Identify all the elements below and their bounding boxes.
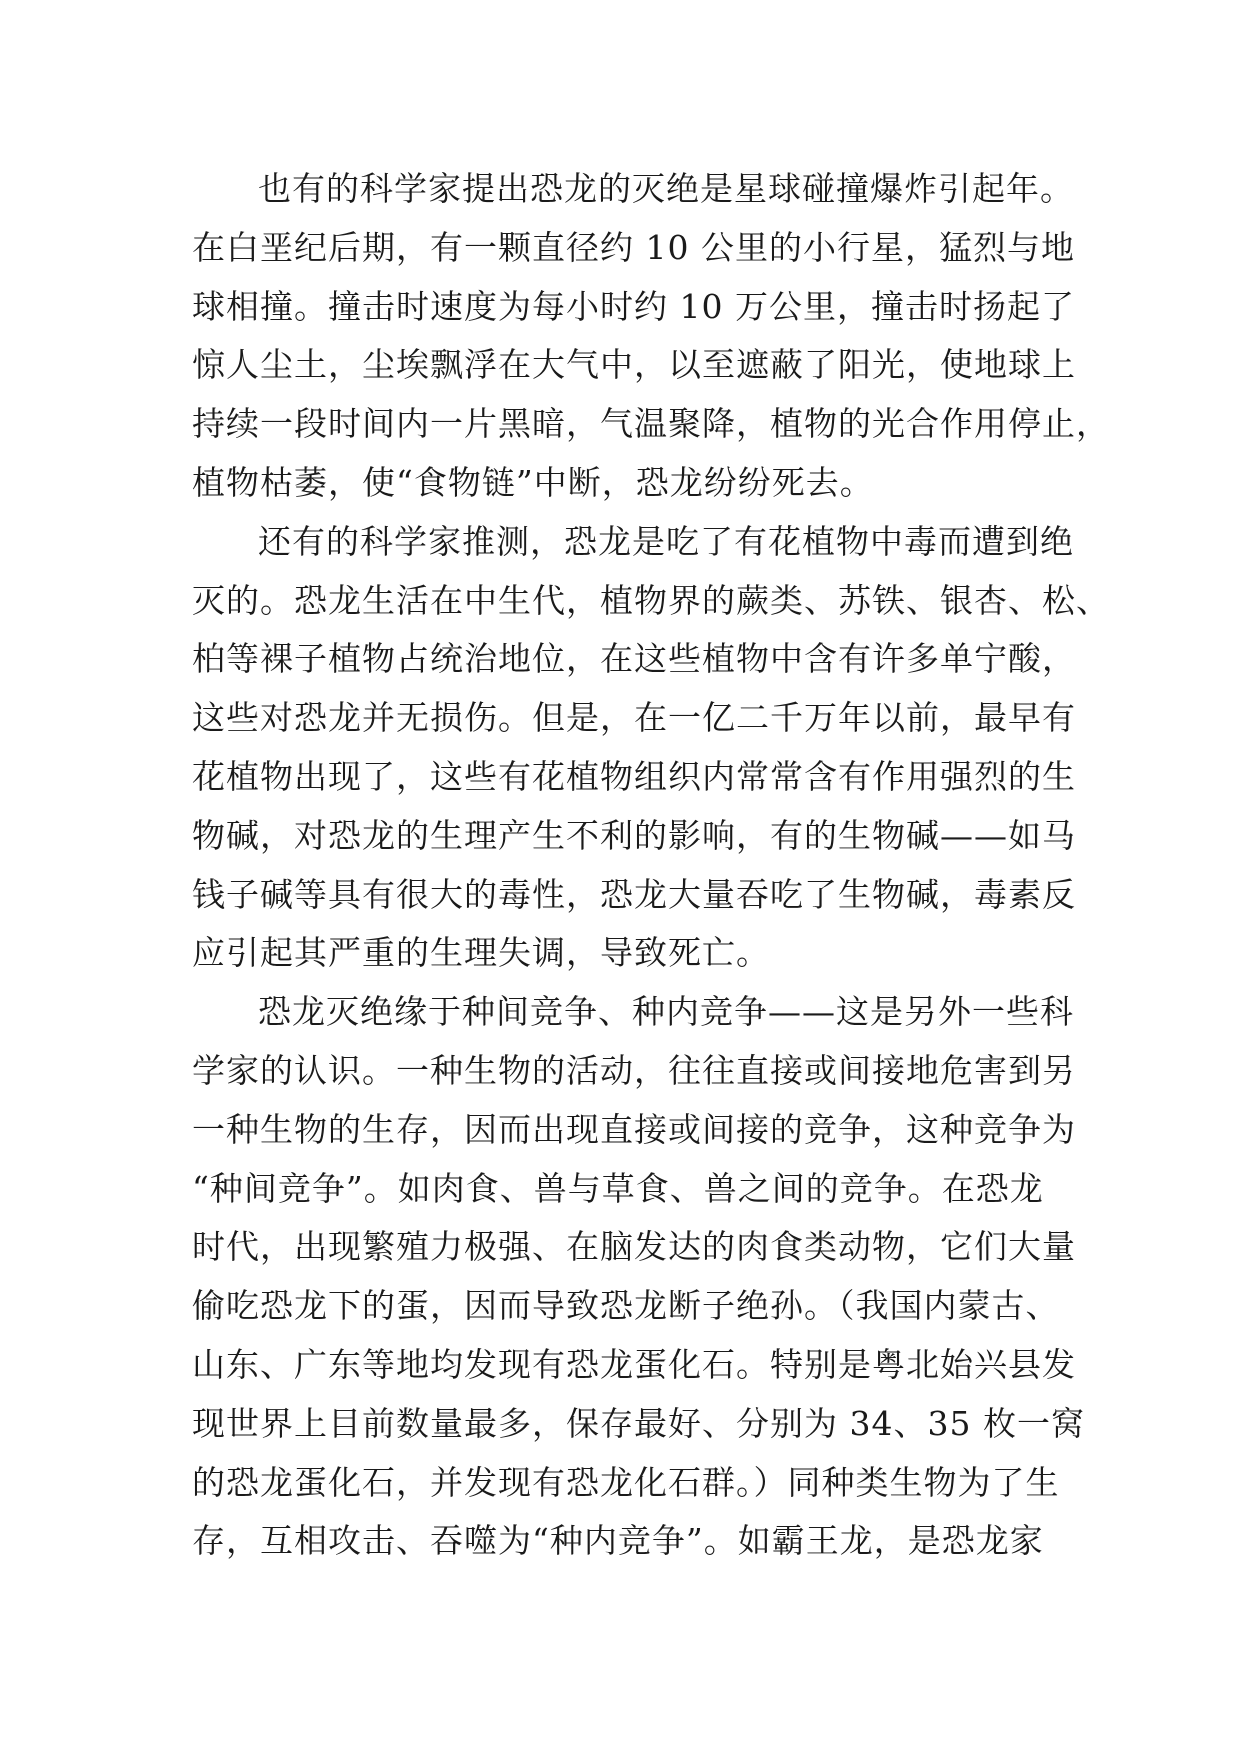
text-line: 灭的。恐龙生活在中生代，植物界的蕨类、苏铁、银杏、松、 [192, 580, 1110, 620]
paragraph-2 [192, 513, 1110, 983]
text-line: 应引起其严重的生理失调，导致死亡。 [192, 933, 770, 973]
paragraph-1 [192, 160, 1110, 513]
text-line: “种间竞争”。如肉食、兽与草食、兽之间的竞争。在恐龙 [192, 1168, 1044, 1208]
text-line: 的恐龙蛋化石，并发现有恐龙化石群。）同种类生物为了生 [192, 1462, 1060, 1502]
text-line: 花植物出现了，这些有花植物组织内常常含有作用强烈的生 [192, 756, 1076, 796]
text-line: 学家的认识。一种生物的活动，往往直接或间接地危害到另 [192, 1050, 1076, 1090]
text-line: 球相撞。撞击时速度为每小时约 10 万公里，撞击时扬起了 [192, 286, 1075, 326]
text-line: 钱子碱等具有很大的毒性，恐龙大量吞吃了生物碱，毒素反 [192, 874, 1076, 914]
text-line: 物碱，对恐龙的生理产生不利的影响，有的生物碱——如马 [192, 815, 1076, 855]
text-line: 持续一段时间内一片黑暗，气温聚降，植物的光合作用停止， [192, 404, 1110, 444]
text-line: 这些对恐龙并无损伤。但是，在一亿二千万年以前，最早有 [192, 698, 1076, 738]
text-line: 一种生物的生存，因而出现直接或间接的竞争，这种竞争为 [192, 1109, 1076, 1149]
text-line: 也有的科学家提出恐龙的灭绝是星球碰撞爆炸引起年。 [258, 169, 1074, 208]
text-line: 还有的科学家推测，恐龙是吃了有花植物中毒而遭到绝 [258, 521, 1074, 561]
text-line: 植物枯萎，使“食物链”中断，恐龙纷纷死去。 [192, 462, 874, 502]
text-line: 偷吃恐龙下的蛋，因而导致恐龙断子绝孙。（我国内蒙古、 [192, 1286, 1060, 1326]
text-line: 柏等裸子植物占统治地位，在这些植物中含有许多单宁酸， [192, 639, 1076, 679]
document-body [192, 160, 1110, 1571]
paragraph-3 [192, 983, 1085, 1571]
text-line: 在白垩纪后期，有一颗直径约 10 公里的小行星，猛烈与地 [192, 227, 1075, 267]
text-line: 时代，出现繁殖力极强、在脑发达的肉食类动物，它们大量 [192, 1227, 1076, 1267]
text-line: 恐龙灭绝缘于种间竞争、种内竞争——这是另外一些科 [258, 992, 1074, 1032]
text-line: 惊人尘土，尘埃飘浮在大气中，以至遮蔽了阳光，使地球上 [192, 345, 1076, 385]
text-line: 存，互相攻击、吞噬为“种内竞争”。如霸王龙，是恐龙家 [192, 1521, 1044, 1561]
text-line: 山东、广东等地均发现有恐龙蛋化石。特别是粤北始兴县发 [192, 1344, 1076, 1384]
text-line: 现世界上目前数量最多，保存最好、分别为 34、35 枚一窝 [192, 1403, 1085, 1443]
